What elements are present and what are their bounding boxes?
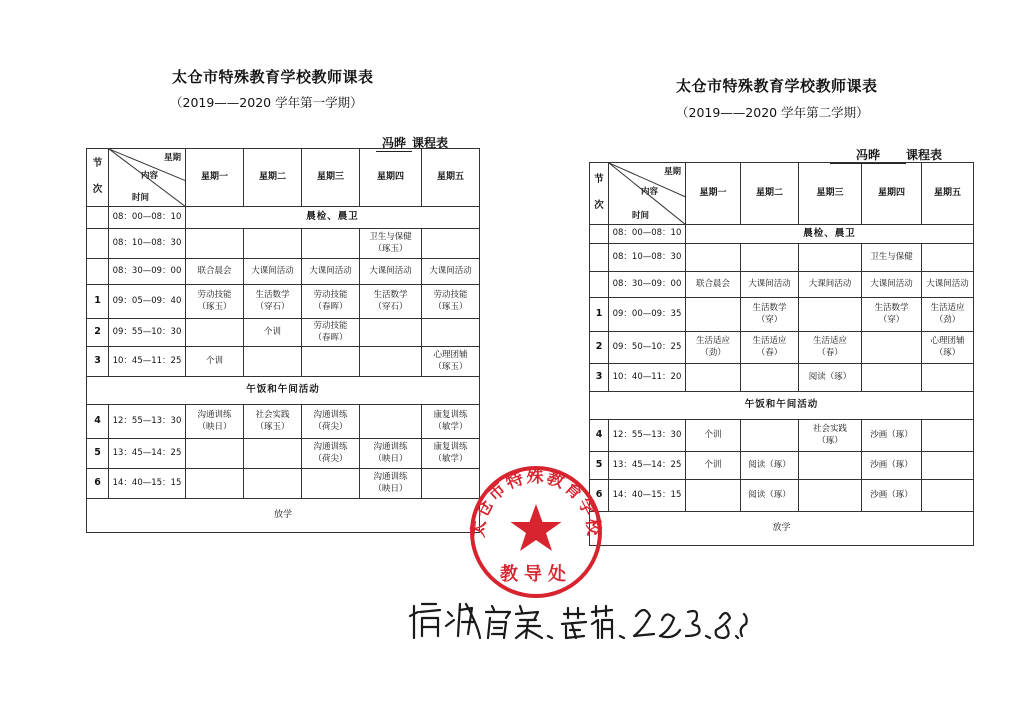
class-cell: 大课间活动 xyxy=(422,259,480,285)
period-time: 08：10—08：30 xyxy=(109,229,186,259)
class-cell xyxy=(741,420,799,452)
class-cell: 个训 xyxy=(186,347,244,377)
handwritten-signature xyxy=(408,596,748,646)
period-number: 4 xyxy=(590,420,609,452)
class-cell: 沙画（琢） xyxy=(862,480,922,512)
table-row xyxy=(87,499,480,533)
period-number: 5 xyxy=(87,439,109,469)
class-cell: 大课间活动 xyxy=(302,259,360,285)
class-cell xyxy=(186,469,244,499)
class-cell xyxy=(186,229,244,259)
table-row xyxy=(87,229,480,259)
table-row xyxy=(590,225,974,244)
class-cell: 沟通训练 （映日） xyxy=(360,439,422,469)
day-header: 星期五 xyxy=(422,149,480,207)
day-header: 星期四 xyxy=(360,149,422,207)
morning-check-cell: 晨检、晨卫 xyxy=(186,207,480,229)
period-number: 1 xyxy=(87,285,109,319)
period-number: 5 xyxy=(590,452,609,480)
right-owner-name: 冯晔 xyxy=(830,146,906,164)
class-cell xyxy=(422,229,480,259)
period-header xyxy=(590,163,609,225)
seal-bottom-text: 教导处 xyxy=(500,564,572,585)
class-cell: 卫生与保健 （琢玉） xyxy=(360,229,422,259)
corner-content-label: 内容 xyxy=(141,171,159,181)
class-cell: 沟通训练 （荷尖） xyxy=(302,439,360,469)
class-cell xyxy=(422,319,480,347)
class-cell: 卫生与保健 xyxy=(862,244,922,272)
left-subtitle: （2019——2020 学年第一学期） xyxy=(170,95,363,110)
class-cell: 社会实践 （琢） xyxy=(799,420,862,452)
period-number xyxy=(590,225,609,244)
class-cell: 生活适应 （春） xyxy=(741,332,799,364)
class-cell: 阅读（琢） xyxy=(741,452,799,480)
table-row xyxy=(590,392,974,420)
period-time: 13：45—14：25 xyxy=(109,439,186,469)
table-row xyxy=(87,405,480,439)
corner-time-label: 时间 xyxy=(632,210,650,221)
class-cell xyxy=(244,229,302,259)
period-header-label: 次 xyxy=(92,183,103,195)
star-icon xyxy=(511,504,562,551)
corner-header-cell xyxy=(609,163,686,225)
class-cell xyxy=(686,480,741,512)
lunch-row: 午饭和午间活动 xyxy=(590,392,974,420)
class-cell xyxy=(244,347,302,377)
period-header xyxy=(87,149,109,207)
period-time: 08：00—08：10 xyxy=(109,207,186,229)
left-timetable xyxy=(86,148,480,533)
period-time: 09：05—09：40 xyxy=(109,285,186,319)
class-cell xyxy=(741,364,799,392)
class-cell xyxy=(186,439,244,469)
dismissal-row: 放学 xyxy=(590,512,974,546)
period-time: 08：10—08：30 xyxy=(609,244,686,272)
day-header: 星期一 xyxy=(686,163,741,225)
table-row xyxy=(87,285,480,319)
header-row xyxy=(590,163,974,225)
class-cell xyxy=(862,364,922,392)
class-cell: 生活适应 （劲） xyxy=(922,298,974,332)
table-row xyxy=(87,207,480,229)
class-cell: 生活数学 （穿石） xyxy=(244,285,302,319)
table-row xyxy=(87,377,480,405)
class-cell: 沟通训练 （映日） xyxy=(360,469,422,499)
table-row xyxy=(87,259,480,285)
dismissal-row: 放学 xyxy=(87,499,480,533)
class-cell xyxy=(922,480,974,512)
morning-check-cell: 晨检、晨卫 xyxy=(686,225,974,244)
period-time: 08：30—09：00 xyxy=(109,259,186,285)
class-cell: 社会实践 （琢玉） xyxy=(244,405,302,439)
period-time: 14：40—15：15 xyxy=(609,480,686,512)
class-cell: 阅读（琢） xyxy=(799,364,862,392)
class-cell: 个训 xyxy=(686,420,741,452)
class-cell xyxy=(686,298,741,332)
left-owner-suffix: 课程表 xyxy=(412,136,449,150)
class-cell: 生活数学 （穿） xyxy=(862,298,922,332)
class-cell: 康复训练 （敏学） xyxy=(422,405,480,439)
class-cell xyxy=(741,244,799,272)
class-cell xyxy=(360,347,422,377)
class-cell: 大课间活动 xyxy=(799,272,862,298)
table-row xyxy=(87,469,480,499)
class-cell: 阅读（琢） xyxy=(741,480,799,512)
period-time: 12：55—13：30 xyxy=(109,405,186,439)
period-number: 4 xyxy=(87,405,109,439)
class-cell: 沟通训练 （荷尖） xyxy=(302,405,360,439)
class-cell: 劳动技能 （春晖） xyxy=(302,319,360,347)
class-cell xyxy=(360,319,422,347)
day-header: 星期三 xyxy=(302,149,360,207)
period-number: 2 xyxy=(87,319,109,347)
lunch-row: 午饭和午间活动 xyxy=(87,377,480,405)
period-number: 1 xyxy=(590,298,609,332)
class-cell xyxy=(186,319,244,347)
day-header: 星期一 xyxy=(186,149,244,207)
class-cell: 生活适应 （春） xyxy=(799,332,862,364)
period-number xyxy=(87,229,109,259)
class-cell xyxy=(922,420,974,452)
right-title: 太仓市特殊教育学校教师课表 xyxy=(676,77,878,95)
class-cell: 沟通训练 （映日） xyxy=(186,405,244,439)
class-cell xyxy=(244,439,302,469)
period-number xyxy=(590,244,609,272)
table-row xyxy=(590,272,974,298)
class-cell xyxy=(686,244,741,272)
period-time: 09：00—09：35 xyxy=(609,298,686,332)
seal-ring-text: 太仓市特殊教育学校 xyxy=(468,467,604,539)
period-number xyxy=(87,207,109,229)
class-cell: 生活数学 （穿） xyxy=(741,298,799,332)
class-cell xyxy=(360,405,422,439)
class-cell xyxy=(302,229,360,259)
class-cell: 生活适应 （劲） xyxy=(686,332,741,364)
class-cell xyxy=(799,298,862,332)
table-row xyxy=(590,298,974,332)
class-cell: 个训 xyxy=(244,319,302,347)
period-time: 10：45—11：25 xyxy=(109,347,186,377)
class-cell: 大课间活动 xyxy=(244,259,302,285)
class-cell xyxy=(302,347,360,377)
right-subtitle: （2019——2020 学年第二学期） xyxy=(676,105,869,120)
period-header-label: 节 xyxy=(92,158,103,170)
class-cell xyxy=(922,452,974,480)
class-cell: 大课间活动 xyxy=(360,259,422,285)
class-cell: 大课间活动 xyxy=(922,272,974,298)
day-header: 星期二 xyxy=(244,149,302,207)
class-cell: 大课间活动 xyxy=(862,272,922,298)
corner-header-cell xyxy=(109,149,186,207)
class-cell: 劳动技能 （春晖） xyxy=(302,285,360,319)
class-cell xyxy=(922,244,974,272)
period-time: 09：50—10：25 xyxy=(609,332,686,364)
period-number: 3 xyxy=(590,364,609,392)
class-cell: 大课间活动 xyxy=(741,272,799,298)
class-cell xyxy=(686,364,741,392)
class-cell: 劳动技能 （琢玉） xyxy=(186,285,244,319)
class-cell: 生活数学 （穿石） xyxy=(360,285,422,319)
school-seal xyxy=(466,462,606,602)
left-title: 太仓市特殊教育学校教师课表 xyxy=(172,68,374,86)
table-row xyxy=(87,439,480,469)
period-number: 3 xyxy=(87,347,109,377)
period-number: 6 xyxy=(87,469,109,499)
class-cell: 劳动技能 （琢玉） xyxy=(422,285,480,319)
header-row xyxy=(87,149,480,207)
period-time: 13：45—14：25 xyxy=(609,452,686,480)
corner-content-label: 内容 xyxy=(641,187,659,197)
period-number xyxy=(87,259,109,285)
corner-time-label: 时间 xyxy=(132,192,150,203)
class-cell: 心理团辅 （琢玉） xyxy=(422,347,480,377)
period-number: 6 xyxy=(590,480,609,512)
day-header: 星期二 xyxy=(741,163,799,225)
period-header-label: 次 xyxy=(594,199,604,211)
right-timetable xyxy=(589,162,974,546)
class-cell xyxy=(244,469,302,499)
day-header: 星期三 xyxy=(799,163,862,225)
corner-day-label: 星期 xyxy=(663,167,681,177)
class-cell xyxy=(922,364,974,392)
table-row xyxy=(590,480,974,512)
period-time: 12：55—13：30 xyxy=(609,420,686,452)
day-header: 星期四 xyxy=(862,163,922,225)
table-row xyxy=(590,364,974,392)
class-cell xyxy=(302,469,360,499)
corner-day-label: 星期 xyxy=(163,153,181,163)
period-time: 14：40—15：15 xyxy=(109,469,186,499)
period-time: 08：00—08：10 xyxy=(609,225,686,244)
class-cell: 个训 xyxy=(686,452,741,480)
class-cell: 联合晨会 xyxy=(686,272,741,298)
table-row xyxy=(87,347,480,377)
table-row xyxy=(590,452,974,480)
class-cell: 康复训练 （敏学） xyxy=(422,439,480,469)
left-owner-name: 冯晔 xyxy=(376,134,412,152)
class-cell: 沙画（琢） xyxy=(862,452,922,480)
class-cell xyxy=(799,480,862,512)
period-number: 2 xyxy=(590,332,609,364)
table-row xyxy=(87,319,480,347)
right-owner-suffix: 课程表 xyxy=(906,148,943,162)
class-cell: 联合晨会 xyxy=(186,259,244,285)
period-number xyxy=(590,272,609,298)
period-time: 09：55—10：30 xyxy=(109,319,186,347)
class-cell: 沙画（琢） xyxy=(862,420,922,452)
period-time: 08：30—09：00 xyxy=(609,272,686,298)
class-cell xyxy=(862,332,922,364)
day-header: 星期五 xyxy=(922,163,974,225)
table-row xyxy=(590,244,974,272)
table-row xyxy=(590,332,974,364)
class-cell xyxy=(799,244,862,272)
table-row xyxy=(590,512,974,546)
period-time: 10：40—11：20 xyxy=(609,364,686,392)
class-cell xyxy=(799,452,862,480)
period-header-label: 节 xyxy=(594,174,604,186)
table-row xyxy=(590,420,974,452)
class-cell: 心理团辅 （琢） xyxy=(922,332,974,364)
